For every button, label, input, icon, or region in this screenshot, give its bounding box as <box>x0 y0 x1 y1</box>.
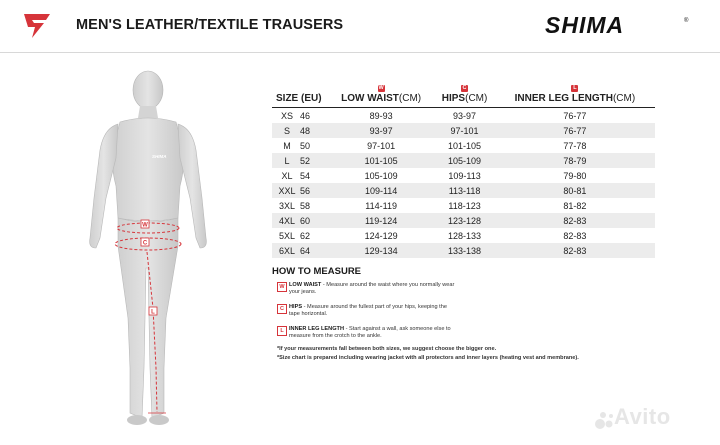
leg-badge-icon: L <box>573 85 577 91</box>
hips-cell: 105-109 <box>434 153 495 168</box>
how-to-measure-heading: HOW TO MEASURE <box>272 266 362 277</box>
leg-cell: 80-81 <box>495 183 655 198</box>
table-row <box>272 168 655 183</box>
brand-text: SHIMA <box>545 12 625 38</box>
table-row <box>272 123 655 138</box>
leg-cell: 76-77 <box>495 123 655 138</box>
table-row <box>272 183 655 198</box>
size-cell: M 50 <box>283 140 311 151</box>
hips-cell: 133-138 <box>434 243 495 258</box>
hips-cell: 97-101 <box>434 123 495 138</box>
size-cell: XL 54 <box>281 170 311 181</box>
header-bar <box>0 0 720 53</box>
hips-cell: 101-105 <box>448 140 482 151</box>
legend-label: INNER LEG LENGTH <box>289 326 345 332</box>
size-table <box>272 78 655 258</box>
legend-label: LOW WAIST <box>289 282 322 288</box>
chest-logo-text: SHIMA <box>152 154 167 159</box>
size-cell: XS 46 <box>280 110 311 121</box>
table-header-row <box>272 78 655 108</box>
leg-legend-badge-icon: L <box>277 326 287 336</box>
avito-watermark-text: Avito <box>614 404 671 429</box>
size-cell: L 52 <box>272 153 328 168</box>
header-size-eu: SIZE (EU) <box>272 78 328 108</box>
leg-marker-letter: L <box>151 309 155 316</box>
table-row <box>272 153 655 168</box>
leg-cell: 77-78 <box>563 140 587 151</box>
waist-cell: 89-93 <box>369 110 393 121</box>
brand-logo <box>543 12 693 38</box>
legend-text: - Measure around the fullest part of your hips, keeping the tape horizontal. <box>289 304 447 317</box>
leg-cell: 82-83 <box>495 213 655 228</box>
hips-cell: 113-118 <box>434 183 495 198</box>
waist-cell: 109-114 <box>328 183 434 198</box>
leg-cell: 79-80 <box>563 170 587 181</box>
brand-registered-mark: ® <box>684 18 689 24</box>
leg-cell: 82-83 <box>495 243 655 258</box>
table-row <box>272 243 655 258</box>
waist-cell: 129-134 <box>328 243 434 258</box>
table-row <box>272 198 655 213</box>
hips-cell: 123-128 <box>434 213 495 228</box>
legend-text: - Start against a wall, ask someone else to measure from the crotch to the ankle. <box>289 326 451 339</box>
size-cell: 6XL 64 <box>272 243 328 258</box>
header-low-waist: W LOW WAIST(CM) <box>328 78 434 108</box>
hips-marker-letter: C <box>142 240 148 247</box>
table-row <box>272 213 655 228</box>
hips-cell: 118-123 <box>448 200 481 211</box>
note-between-sizes: *If your measurements fall between both sizes, we suggest choose the bigger one. <box>277 346 497 352</box>
leg-cell: 81-82 <box>563 200 587 211</box>
header-inner-leg: L INNER LEG LENGTH(CM) <box>495 78 655 108</box>
leg-cell: 78-79 <box>495 153 655 168</box>
hips-cell: 109-113 <box>448 170 481 181</box>
note-size-chart: *Size chart is prepared including wearing jacket with all protectors and inner layers (heating vest and membrane). <box>277 355 579 361</box>
size-cell: XXL 56 <box>272 183 328 198</box>
hips-cell: 128-133 <box>448 230 482 241</box>
waist-cell: 97-101 <box>367 140 396 151</box>
waist-cell: 101-105 <box>328 153 434 168</box>
header-hips: C HIPS(CM) <box>434 78 495 108</box>
leg-cell: 76-77 <box>563 110 587 121</box>
legend-label: HIPS <box>289 304 303 310</box>
leg-cell: 82-83 <box>563 230 587 241</box>
size-cell: 3XL 58 <box>278 200 311 211</box>
avito-watermark-icon <box>594 409 616 431</box>
waist-badge-icon: W <box>378 85 384 91</box>
legend-text: - Measure around the waist where you normally wear your jeans. <box>289 282 455 295</box>
waist-legend-badge-icon: W <box>277 282 287 292</box>
waist-marker-letter: W <box>142 222 148 229</box>
hips-badge-icon: C <box>462 85 467 91</box>
page-title: MEN'S LEATHER/TEXTILE TRAUSERS <box>76 17 344 33</box>
size-cell: S 48 <box>272 123 328 138</box>
table-row <box>272 228 655 243</box>
hips-cell: 93-97 <box>453 110 477 121</box>
size-cell: 4XL 60 <box>272 213 328 228</box>
waist-cell: 124-129 <box>364 230 398 241</box>
shima-logo-icon <box>22 10 52 40</box>
waist-cell: 119-124 <box>328 213 434 228</box>
table-row <box>272 108 655 124</box>
table-row <box>272 138 655 153</box>
body-figure <box>60 68 235 438</box>
hips-legend-badge-icon: C <box>277 304 287 314</box>
waist-cell: 105-109 <box>364 170 398 181</box>
waist-cell: 114-119 <box>365 200 397 211</box>
waist-cell: 93-97 <box>328 123 434 138</box>
size-cell: 5XL 62 <box>278 230 311 241</box>
